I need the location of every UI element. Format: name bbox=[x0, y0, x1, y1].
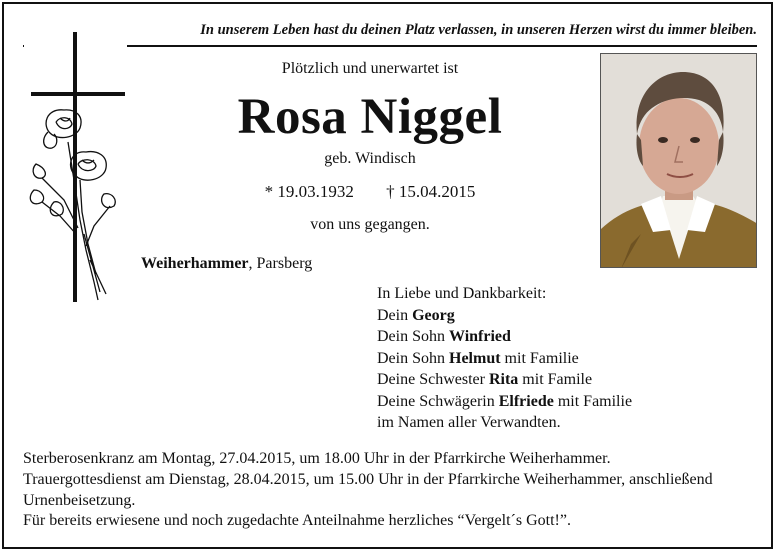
mourner-prefix: Dein Sohn bbox=[377, 328, 449, 345]
deceased-name: Rosa Niggel bbox=[237, 89, 503, 145]
funeral-notice: Trauergottesdienst am Dienstag, 28.04.2015, um 15.00 Uhr in der Pfarrkirche Weiherhammer, anschließend Urnenbeisetzung. bbox=[23, 470, 713, 509]
service-notices bbox=[23, 449, 768, 532]
mourner-prefix: In Liebe und Dankbarkeit: bbox=[377, 285, 547, 302]
death-date: † 15.04.2015 bbox=[386, 182, 476, 201]
mourner-line bbox=[377, 305, 632, 327]
passed-line: von uns gegangen. bbox=[310, 216, 430, 233]
mourner-prefix: im Namen aller Verwandten. bbox=[377, 414, 561, 431]
birth-name: geb. Windisch bbox=[324, 150, 416, 167]
mourner-line bbox=[377, 369, 632, 391]
divider bbox=[23, 45, 757, 47]
mourner-prefix: Dein Sohn bbox=[377, 349, 449, 367]
mourner-name: Elfriede bbox=[498, 392, 554, 410]
mourner-prefix: Deine Schwester bbox=[377, 371, 489, 388]
mourner-name: Winfried bbox=[449, 328, 511, 345]
mourner-name: Georg bbox=[412, 306, 455, 324]
mourner-suffix: mit Famile bbox=[518, 371, 593, 388]
mourner-line bbox=[377, 391, 632, 413]
motto: In unserem Leben hast du deinen Platz verlassen, in unseren Herzen wirst du immer bleiben. bbox=[200, 22, 757, 38]
mourner-name: Helmut bbox=[449, 349, 501, 367]
thanks-notice: Für bereits erwiesene und noch zugedachte Anteilnahme herzliches “Vergelt´s Gott!”. bbox=[23, 512, 571, 530]
place-line bbox=[141, 255, 312, 273]
mourner-prefix: Dein bbox=[377, 306, 413, 324]
cross-with-roses-icon bbox=[24, 30, 127, 308]
rosary-notice: Sterberosenkranz am Montag, 27.04.2015, um 18.00 Uhr in der Pfarrkirche Weiherhammer. bbox=[23, 450, 611, 467]
mourner-line bbox=[377, 348, 632, 370]
portrait-photo bbox=[600, 53, 757, 268]
life-dates bbox=[210, 182, 530, 202]
place-secondary: , Parsberg bbox=[248, 255, 313, 272]
mourner-suffix: mit Familie bbox=[500, 349, 579, 367]
mourner-name: Rita bbox=[488, 371, 519, 388]
mourner-line bbox=[377, 326, 632, 348]
mourner-line bbox=[377, 412, 632, 434]
mourner-suffix: mit Familie bbox=[553, 392, 633, 410]
place-primary: Weiherhammer bbox=[141, 255, 249, 272]
mourner-prefix: Deine Schwägerin bbox=[377, 392, 499, 410]
mourner-line bbox=[377, 283, 632, 305]
mourners-list bbox=[377, 283, 632, 434]
birth-date: * 19.03.1932 bbox=[264, 182, 354, 201]
intro-line: Plötzlich und unerwartet ist bbox=[281, 60, 459, 77]
